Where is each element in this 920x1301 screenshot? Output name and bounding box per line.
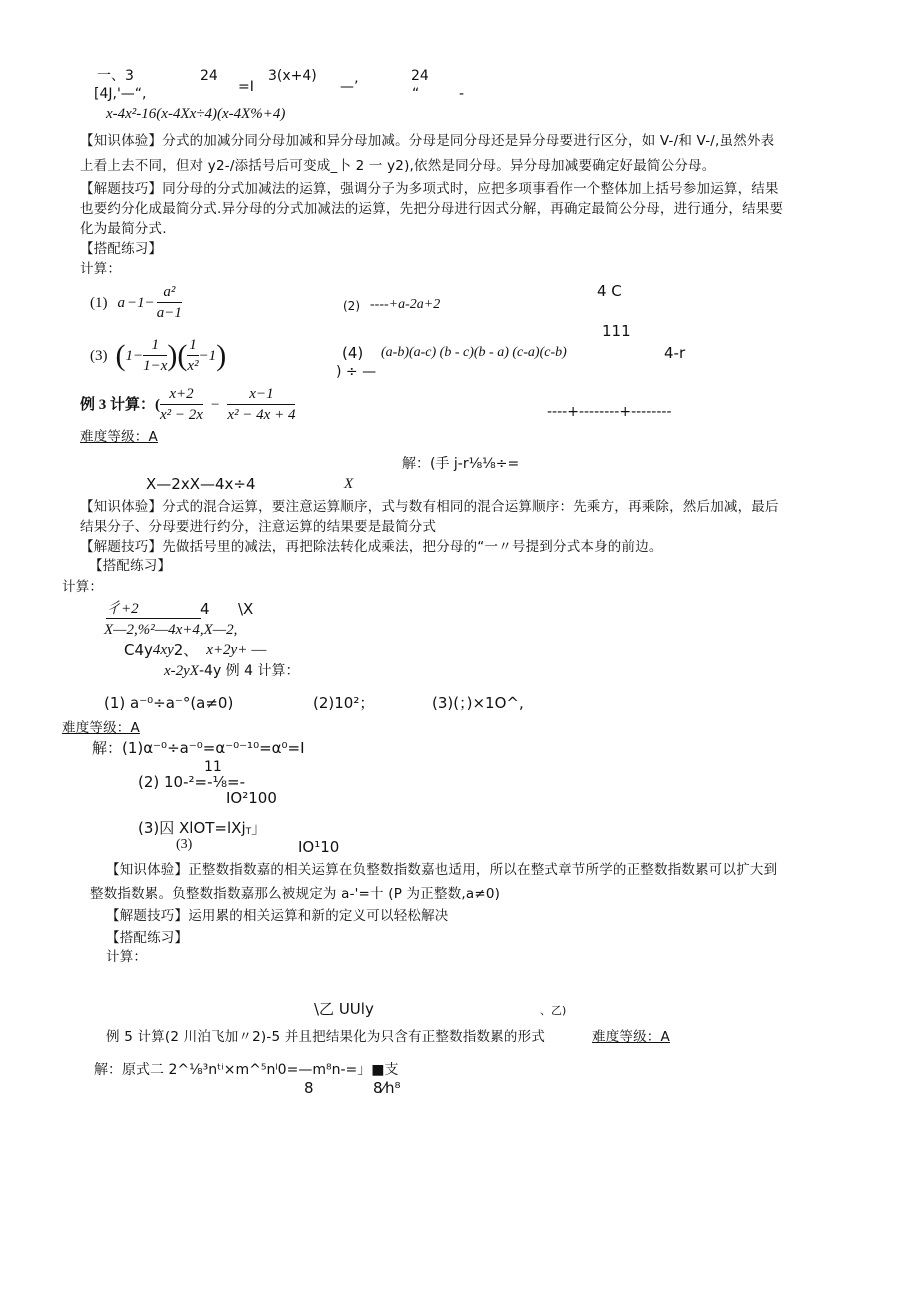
- knowledge-3-line-2: 整数指数累。负整数指数嘉那么被规定为 a-'=十 (P 为正整数,a≠0): [90, 886, 501, 902]
- exercise-1-fragment-111: 111: [602, 322, 631, 340]
- tips-1-line-2: 也要约分化成最简分式.异分母的分式加减法的运算，先把分母进行因式分解，再确定最简公分母，进行通分，结果要: [80, 201, 784, 217]
- top-line-1b: 24: [200, 68, 218, 84]
- exercise-1-1-fraction: [157, 283, 182, 322]
- exercise-1-1-number: (1): [90, 294, 108, 311]
- tips-3: 【解题技巧】运用累的相关运算和新的定义可以轻松解决: [106, 908, 449, 924]
- exercise-1-4-right: 4-r: [664, 344, 686, 362]
- tips-1-line-1: 【解题技巧】同分母的分式加减法的运算，强调分子为多项式时，应把多项事看作一个整体加上括号参加运算，结果: [80, 181, 779, 197]
- example-5-fragment-1: \乙 UUly: [314, 1000, 374, 1018]
- example-3-dashes: ----+--------+--------: [547, 404, 672, 420]
- example-4-difficulty: 难度等级：A: [62, 720, 140, 736]
- fraction-numerator: 1: [189, 337, 197, 353]
- top-line-1d: 3(x+4): [268, 68, 317, 84]
- exercise-1-2-number: (2): [343, 299, 360, 313]
- fraction-bar: [187, 355, 198, 356]
- exercise-2-line-1b: 4: [200, 600, 210, 618]
- tips-1-line-3: 化为最简分式.: [80, 221, 167, 237]
- knowledge-2-line-1: 【知识体验】分式的混合运算，要注意运算顺序，式与数有相同的混合运算顺序：先乘方，再乘除，然后加减，最后: [80, 499, 779, 515]
- fraction-denominator: x² − 4x + 4: [227, 407, 296, 423]
- fraction-numerator: a²: [163, 284, 176, 300]
- exercise-2-line-3d: x+2y+: [206, 642, 248, 658]
- example-4-solution-3-denominator: IO¹10: [298, 838, 340, 856]
- exercise-1-3-fraction-a: [143, 336, 167, 375]
- fraction-bar: [160, 404, 203, 405]
- exercise-1-1-a: a: [117, 294, 125, 311]
- example-4-solution-2: (2) 10-²=-⅛=-: [138, 773, 246, 791]
- example-3-fraction-1: [160, 385, 203, 424]
- compute-3-label: 计算：: [106, 949, 148, 965]
- fraction-denominator: 1−x: [143, 358, 168, 374]
- exercise-1-2-expression: ----+a-2a+2: [370, 297, 441, 312]
- top-line-1a: 一、3: [97, 68, 134, 84]
- exercise-1-3-minus-one: −1: [198, 347, 217, 364]
- example-3-label: 例 3 计算：(: [80, 396, 160, 413]
- exercise-1-4-divide: ) ÷ —: [336, 364, 377, 380]
- example-3-fraction-2: [227, 385, 295, 424]
- fraction-numerator: 1: [151, 337, 160, 353]
- example-3: [80, 385, 295, 424]
- paren-close: ): [167, 338, 178, 372]
- fraction-bar: [157, 302, 182, 303]
- top-line-2a: [4J,'—“,: [94, 86, 147, 102]
- example-4-solution-3-label: (3): [176, 837, 193, 852]
- exercise-1-1: [90, 283, 182, 322]
- fraction-numerator: x+2: [169, 386, 194, 402]
- example-5-solution: 解：原式二 2^⅛³nᵗⁱ×m^⁵nˡ0=—m⁸n-=」■支: [94, 1062, 399, 1078]
- example-5-difficulty: 难度等级：A: [592, 1029, 670, 1045]
- example-4-solution-3-main: (3)囚 XlOT=lXj: [138, 819, 246, 837]
- example-4-solution-3-end: 」: [251, 819, 267, 837]
- exercise-2-line-3b: 4xy: [152, 642, 174, 658]
- example-4-question-1: (1) a⁻⁰÷a⁻°(a≠0): [104, 694, 234, 712]
- exercise-2-line-3c: 2、: [173, 641, 199, 659]
- example-3-difficulty: 难度等级：A: [80, 429, 158, 445]
- exercise-1-3-fraction-b: [187, 336, 198, 375]
- fraction-denominator: a−1: [156, 305, 182, 321]
- exercise-2-line-2: X—2,%²—4x+4,X—2,: [104, 622, 238, 638]
- exercise-2-line-3: [124, 641, 266, 659]
- exercise-2-line-3a: C4y: [124, 641, 153, 659]
- fraction-denominator: x²: [187, 358, 199, 374]
- example-5-question: 例 5 计算(2 川泊飞加〃2)-5 并且把结果化为只含有正整数指数累的形式: [106, 1029, 546, 1045]
- practice-2-heading: 【搭配练习】: [89, 558, 172, 574]
- exercise-1-3-one-minus: 1−: [125, 347, 144, 364]
- paren-close: ): [216, 338, 227, 372]
- tips-2: 【解题技巧】先做括号里的减法，再把除法转化成乘法，把分母的“一〃号提到分式本身的前边。: [80, 539, 663, 555]
- exercise-2-line-4: [164, 662, 300, 680]
- knowledge-1-line-2: 上看上去不同，但对 y2-/添括号后可变成_卜 2 一 y2),依然是同分母。异分母加减要确定好最简公分母。: [80, 158, 716, 174]
- top-line-2c: -: [459, 86, 465, 102]
- fraction-bar: [143, 355, 167, 356]
- exercise-1-4-expression: (a-b)(a-c) (b - c)(b - a) (c-a)(c-b): [381, 345, 567, 360]
- exercise-2-line-4a: x-2yX: [164, 663, 199, 679]
- exercise-1-fragment-4c: 4 C: [597, 282, 622, 300]
- example-3-minus: −: [210, 396, 220, 413]
- example-3-solution-line-2: X—2xX—4x÷4: [146, 475, 256, 493]
- compute-2-label: 计算：: [62, 579, 104, 595]
- example-4-solution-1: 解：(1)α⁻⁰÷a⁻⁰=α⁻⁰⁻¹⁰=α⁰=I: [92, 739, 305, 757]
- exercise-1-1-minus: −1−: [127, 294, 155, 311]
- example-4-solution-2-bottom: IO²100: [226, 789, 277, 807]
- paren-open: (: [177, 338, 188, 372]
- knowledge-1-line-1: 【知识体验】分式的加减分同分母加减和异分母加减。分母是同分母还是异分母要进行区分，如 V-/和 V-/,虽然外表: [80, 133, 775, 149]
- example-5-solution-8: 8: [304, 1079, 314, 1097]
- fraction-denominator: x² − 2x: [160, 407, 203, 423]
- compute-1-label: 计算：: [80, 261, 122, 277]
- example-4-solution-2-top: 11: [204, 759, 222, 775]
- example-3-solution-x: X: [344, 476, 354, 492]
- practice-3-heading: 【搭配练习】: [106, 930, 189, 946]
- example-4-question-2: (2)10²；: [313, 694, 375, 712]
- practice-1-heading: 【搭配练习】: [80, 241, 163, 257]
- exercise-1-3: [90, 336, 226, 375]
- fraction-bar: [227, 404, 295, 405]
- knowledge-2-line-2: 结果分子、分母要进行约分，注意运算的结果要是最简分式: [80, 519, 437, 535]
- example-5-solution-8h: 8⁄h⁸: [373, 1079, 401, 1097]
- exercise-2-line-1c: \X: [238, 600, 254, 618]
- exercise-2-line-3e: —: [251, 642, 267, 658]
- top-line-1c: =I: [238, 79, 254, 95]
- example-3-solution: 解：(手 j-r⅛⅛÷=: [402, 456, 520, 472]
- top-line-2b: “: [412, 86, 420, 102]
- example-4-solution-3-sub: T: [245, 827, 252, 837]
- top-line-1f: 24: [411, 68, 429, 84]
- fraction-numerator: x−1: [249, 386, 274, 402]
- exercise-1-4-number: (4): [342, 344, 364, 362]
- example-4-solution-3: [138, 815, 266, 841]
- example-5-fragment-2: 、乙): [540, 1004, 567, 1017]
- exercise-1-3-number: (3): [90, 347, 108, 364]
- top-line-3: x-4x²-16(x-4Xx÷4)(x-4X%+4): [106, 106, 286, 122]
- example-4-question-3: (3)(；)×1O^,: [432, 694, 524, 712]
- paren-open: (: [115, 338, 126, 372]
- top-line-1e: —’: [340, 79, 359, 95]
- knowledge-3-line-1: 【知识体验】正整数指数嘉的相关运算在负整数指数嘉也适用，所以在整式章节所学的正整数指数累可以扩大到: [106, 862, 778, 878]
- exercise-2-line-1a: 彳+2: [106, 600, 201, 619]
- exercise-2-line-4b: -4y 例 4 计算：: [198, 663, 300, 679]
